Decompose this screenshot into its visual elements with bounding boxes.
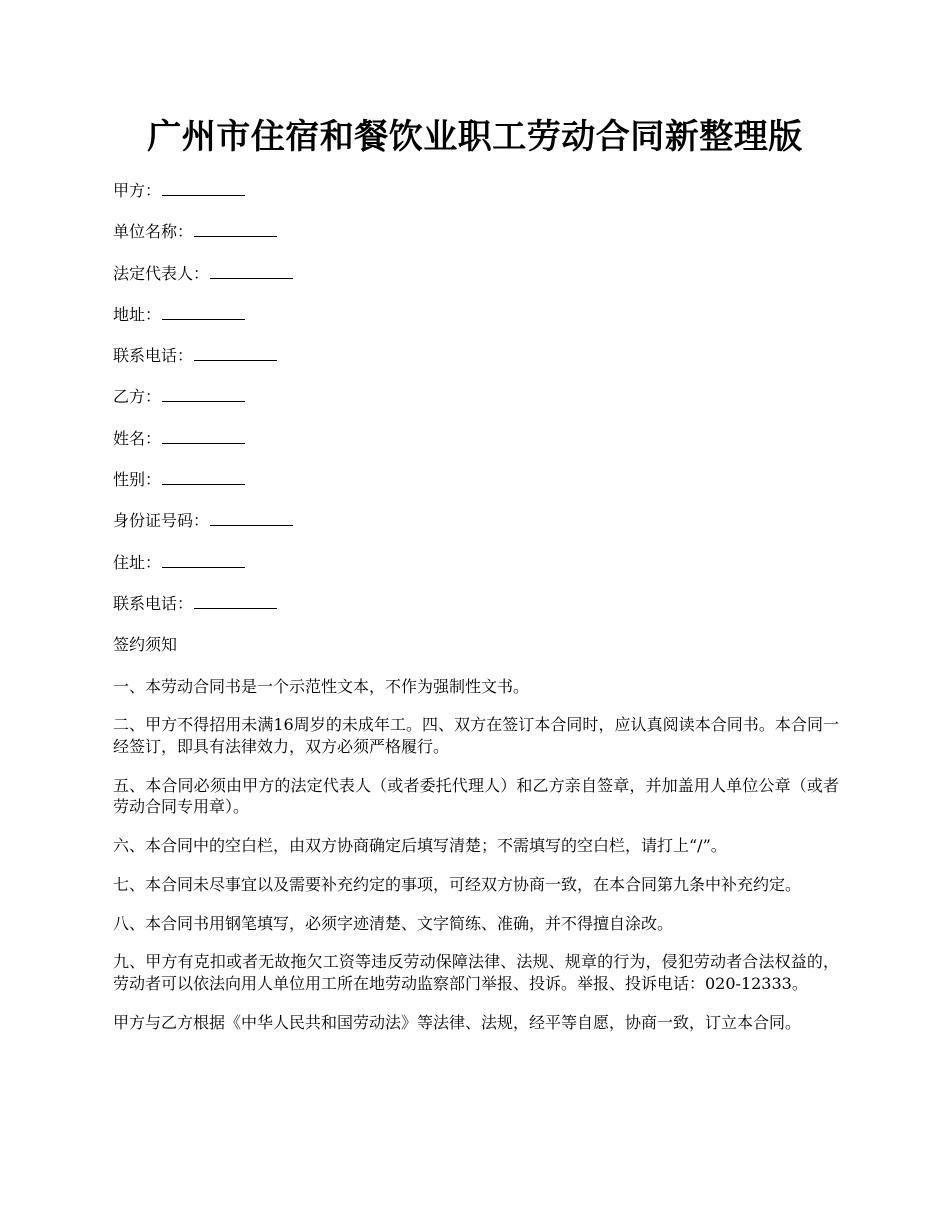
field-label: 姓名： (113, 428, 162, 448)
field-legal-representative (113, 261, 839, 287)
fill-in-blank (210, 277, 293, 279)
field-company-name (113, 219, 839, 245)
fill-in-blank (194, 359, 277, 361)
field-label: 乙方： (113, 387, 162, 407)
field-label: 联系电话： (113, 346, 194, 366)
field-name (113, 426, 839, 452)
notice-item-5: 五、本合同必须由甲方的法定代表人（或者委托代理人）和乙方亲自签章，并加盖用人单位公章（或者劳动合同专用章）。 (113, 775, 839, 817)
fill-in-blank (194, 235, 277, 237)
notice-item-7: 七、本合同未尽事宜以及需要补充约定的事项，可经双方协商一致，在本合同第九条中补充约定。 (113, 874, 802, 894)
field-phone-a (113, 343, 839, 369)
field-label: 身份证号码： (113, 511, 210, 531)
notice-heading: 签约须知 (113, 635, 178, 655)
field-label: 单位名称： (113, 222, 194, 242)
field-address (113, 302, 839, 328)
field-label: 联系电话： (113, 593, 194, 613)
document-body (113, 178, 839, 1048)
fill-in-blank (162, 400, 245, 402)
fill-in-blank (162, 483, 245, 485)
field-residence (113, 550, 839, 576)
field-label: 地址： (113, 304, 162, 324)
field-label: 甲方： (113, 181, 162, 200)
notice-item-8: 八、本合同书用钢笔填写，必须字迹清楚、文字简练、准确，并不得擅自涂改。 (113, 913, 674, 933)
contract-preamble: 甲方与乙方根据《中华人民共和国劳动法》等法律、法规，经平等自愿，协商一致，订立本合同。 (113, 1012, 802, 1032)
fill-in-blank (210, 524, 293, 526)
field-party-b (113, 384, 839, 410)
field-gender (113, 467, 839, 493)
field-label: 住址： (113, 552, 162, 572)
fill-in-blank (162, 442, 245, 444)
field-label: 法定代表人： (113, 263, 210, 283)
field-label: 性别： (113, 470, 162, 490)
notice-item-1: 一、本劳动合同书是一个示范性文本，不作为强制性文书。 (113, 676, 530, 696)
fill-in-blank (162, 318, 245, 320)
field-phone-b (113, 591, 839, 617)
fill-in-blank (162, 566, 245, 568)
field-party-a (113, 178, 839, 204)
notice-item-2: 二、甲方不得招用未满16周岁的未成年工。四、双方在签订本合同时，应认真阅读本合同书。本合同一经签订，即具有法律效力，双方必须严格履行。 (113, 715, 839, 756)
document-title: 广州市住宿和餐饮业职工劳动合同新整理版 (147, 117, 803, 157)
field-id-number (113, 508, 839, 534)
notice-item-6: 六、本合同中的空白栏，由双方协商确定后填写清楚；不需填写的空白栏，请打上“/”。 (113, 835, 727, 855)
notice-item-9: 九、甲方有克扣或者无故拖欠工资等违反劳动保障法律、法规、规章的行为，侵犯劳动者合法权益的，劳动者可以依法向用人单位用工所在地劳动监察部门举报、投诉。举报、投诉电话：020-12333。 (113, 952, 839, 993)
fill-in-blank (194, 607, 277, 609)
fill-in-blank (162, 194, 245, 196)
